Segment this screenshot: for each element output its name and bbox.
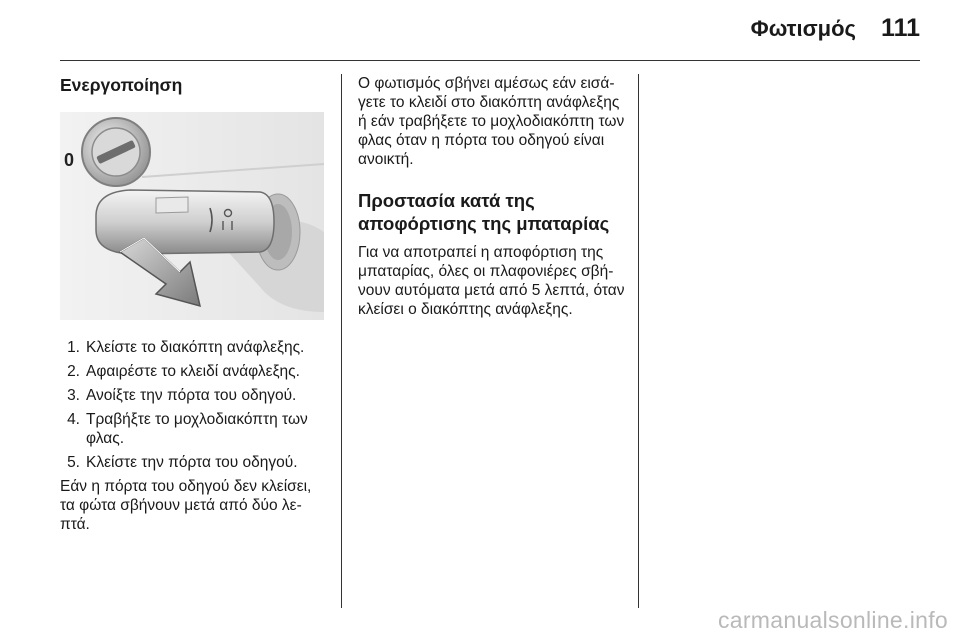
page-number: 111 (881, 14, 920, 42)
ignition-lock-icon (82, 118, 150, 186)
list-item: 2. Αφαιρέστε το κλειδί ανάφλεξης. (67, 363, 300, 380)
watermark: carmanualsonline.info (717, 607, 948, 633)
page-header (60, 0, 920, 61)
list-item: 1. Κλείστε το διακόπτη ανάφλεξης. (67, 339, 305, 356)
left-column (60, 74, 330, 534)
list-item: 5. Κλείστε την πόρτα του οδηγού. (67, 454, 298, 471)
body-paragraph: Για να αποτραπεί η αποφόρτιση της μπαταρίας, όλες οι πλαφονιέρες σβή-νουν αυτόματα μετά από 5 λεπτά, όταν κλείσει ο διακόπτης ανάφλεξης. (358, 244, 625, 318)
body-paragraph: Ο φωτισμός σβήνει αμέσως εάν εισά-γετε το κλειδί στο διακόπτη ανάφλεξης ή εάν τραβήξετε το μοχλοδιακόπτη των φλας όταν η πόρτα του οδηγού είναι ανοικτή. (358, 75, 625, 168)
page-title: Φωτισμός (750, 16, 856, 41)
turn-signal-lever (96, 190, 274, 254)
activation-steps (60, 338, 330, 472)
body-paragraph: Εάν η πόρτα του οδηγού δεν κλείσει, τα φώτα σβήνουν μετά από δύο λε-πτά. (60, 478, 312, 533)
list-item: 3. Ανοίξτε την πόρτα του οδηγού. (67, 387, 297, 404)
section-heading-activation: Ενεργοποίηση (60, 75, 183, 95)
ignition-position-label: 0 (64, 150, 75, 170)
column-divider (341, 74, 342, 608)
ignition-lever-illustration (60, 112, 324, 320)
section-heading-battery-protection: Προστασία κατά της αποφόρτισης της μπαταρίας (358, 190, 610, 234)
list-item: 4. Τραβήξτε το μοχλοδιακόπτη των φλας. (67, 411, 308, 447)
column-divider (638, 74, 639, 608)
right-column (358, 74, 628, 319)
